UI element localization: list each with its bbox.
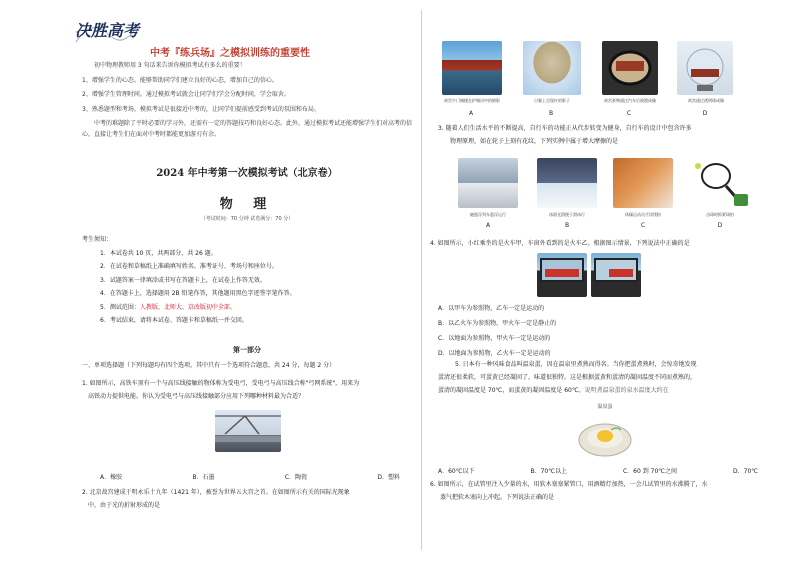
q1-line-2: 高铁动力提供电能。你认为受电弓与高压线接触部分应用下列哪种材料最为合适？ bbox=[88, 393, 305, 400]
q1-choices bbox=[100, 472, 400, 481]
part-one-heading: 第一部分 bbox=[233, 346, 261, 354]
exam-info: （考试时间：70 分钟 试卷满分：70 分） bbox=[200, 216, 294, 222]
q3-caption-b: 冰面光滑便于滑冰行 bbox=[549, 212, 585, 217]
question-4 bbox=[430, 237, 760, 250]
note-item: 1．本试卷共 10 页，共两部分，共 26 题。 bbox=[100, 249, 217, 257]
intro-point-3: 3、熟悉题型和考场。模拟考试是很接近中考的，让同学们提前感受到考试的氛围和布局。 bbox=[82, 105, 320, 113]
q2-caption-a: 故宫午门城楼在护城河中的倒影 bbox=[444, 98, 500, 103]
question-6 bbox=[430, 478, 760, 504]
q5-choice-d[interactable]: D．70℃ bbox=[733, 468, 758, 475]
q1-choice-c[interactable]: C．陶瓷 bbox=[284, 474, 308, 481]
q2-caption-c: 故宫景物通过汽车后视镜成像 bbox=[604, 98, 656, 103]
exam-title: 2024 年中考第一次模拟考试（北京卷） bbox=[156, 168, 338, 179]
note-5-highlight: 人教版、北师大、京改版初中全部。 bbox=[139, 303, 236, 311]
logo-text: 决胜高考 bbox=[75, 21, 140, 40]
intro-lead: 初中物理教师用 3 句话来告诉你模拟考试有多么的重要！ bbox=[94, 62, 246, 69]
onsen-egg-image bbox=[575, 410, 635, 460]
q4-option-a[interactable]: A．以甲车为参照物，乙车一定是运动的 bbox=[438, 305, 545, 312]
train-window-image-left bbox=[537, 253, 587, 297]
brand-logo bbox=[72, 14, 142, 46]
q5-choice-c[interactable]: C．60 到 70℃之间 bbox=[622, 468, 677, 475]
q4-option-c[interactable]: C．以地面为参照物，甲火车一定是运动的 bbox=[438, 335, 551, 342]
maglev-train-image bbox=[458, 158, 518, 208]
pantograph-image bbox=[215, 410, 281, 452]
sundial-image bbox=[523, 41, 581, 95]
q3-letter-c[interactable]: C bbox=[640, 222, 646, 229]
q2-letter-d[interactable]: D bbox=[702, 110, 708, 117]
note-item-5 bbox=[82, 301, 412, 315]
intro-point-2: 2、增强学生管理时间。通过模拟考试就会让同学们学会分配时间，学会取舍。 bbox=[82, 91, 290, 98]
q2-letter-c[interactable]: C bbox=[626, 110, 632, 117]
q1-choice-a[interactable]: A．橡胶 bbox=[100, 474, 123, 481]
column-divider bbox=[421, 10, 422, 550]
q3-caption-d: 击球时抓紧球拍 bbox=[706, 212, 734, 217]
q1-choice-d[interactable]: D．塑料 bbox=[377, 474, 400, 481]
train-window-image-right bbox=[591, 253, 641, 297]
candidate-notes bbox=[82, 233, 412, 328]
forbidden-city-reflection-image bbox=[442, 41, 502, 95]
q5-choices bbox=[438, 466, 758, 475]
q3-caption-a: 磁悬浮列车悬浮运行 bbox=[470, 212, 506, 217]
note-item: 2．在试卷和草稿纸上准确填写姓名、准考证号、考场号和座位号。 bbox=[100, 263, 278, 270]
intro-point-1: 1、增强学生的心态。能够帮助同学们建立良好的心态，增加自己的信心。 bbox=[82, 76, 278, 84]
q2-line-2: 中，由于光的折射形成的是 bbox=[88, 502, 161, 509]
note-5-prefix: 5．测试范围： bbox=[100, 303, 140, 311]
subject-title: 物 理 bbox=[219, 197, 275, 212]
banner-title: 中考『练兵场』之模拟训练的重要性 bbox=[150, 48, 310, 59]
onsen-egg-label: 温泉蛋 bbox=[597, 404, 613, 410]
section-one-intro: 一、单项选择题（下列每题均有四个选项，其中只有一个选项符合题意，共 24 分，每题 2 分） bbox=[82, 362, 336, 369]
q1-choice-b[interactable]: B．石墨 bbox=[192, 474, 215, 481]
q4-option-d[interactable]: D．以地面为参照物，乙火车一定是运动的 bbox=[438, 350, 551, 357]
question-1 bbox=[82, 377, 412, 403]
q4-options bbox=[438, 301, 768, 361]
q5-line-3-gray: 说明煮温泉蛋的泉水温度大约在 bbox=[584, 387, 669, 394]
ice-skater-image bbox=[537, 158, 597, 208]
q2-caption-d: 故宫通过透明球成像 bbox=[688, 98, 724, 103]
q4-option-b[interactable]: B．以乙火车为参照物，甲火车一定是静止的 bbox=[438, 320, 557, 327]
q3-letter-a[interactable]: A bbox=[485, 222, 491, 229]
note-item: 4．在答题卡上，选择题用 2B 铅笔作答，其他题用黑色字迹签字笔作答。 bbox=[100, 290, 296, 297]
q5-choice-a[interactable]: A．60℃以下 bbox=[438, 468, 475, 475]
q5-line-1: 5. 日本有一种风味食品叫温泉蛋，因在温泉里煮熟而得名。当你把蛋煮熟时，会惊奇地发现 bbox=[455, 361, 697, 368]
q2-letter-b[interactable]: B bbox=[548, 110, 554, 117]
gymnast-chalk-image bbox=[613, 158, 673, 208]
q5-choice-b[interactable]: B．70℃以上 bbox=[530, 468, 567, 475]
q2-letter-a[interactable]: A bbox=[468, 110, 474, 117]
note-item: 3．试题答案一律填涂或书写在答题卡上，在试卷上作答无效。 bbox=[100, 276, 266, 284]
q3-caption-c: 体操运动员手涂镁粉 bbox=[625, 212, 661, 217]
q5-line-2: 蛋清还很柔软，可蛋黄已经凝固了，味道很独特。这是根据蛋黄和蛋清的凝固温度不同而煮熟的， bbox=[438, 374, 697, 381]
logo-brush-icon bbox=[72, 14, 142, 46]
q2-caption-b: 日晷上呈现针的影子 bbox=[534, 98, 570, 103]
intro-block bbox=[82, 61, 412, 144]
note-item: 6．考试结束，请将本试卷、答题卡和草稿纸一并交回。 bbox=[100, 317, 248, 324]
q5-line-3-main: 蛋清的凝固温度是 70℃，而蛋黄的凝固温度是 60℃。 bbox=[438, 387, 585, 394]
q3-letter-d[interactable]: D bbox=[717, 222, 723, 229]
question-3 bbox=[438, 122, 768, 148]
q2-line-1: 2. 北京故宫建成于明永乐十九年（1421 年），被誉为世界五大宫之首。在如图所示有关的国际光现象 bbox=[82, 489, 350, 496]
tennis-racket-image bbox=[690, 158, 750, 208]
q5-line-3 bbox=[438, 384, 775, 397]
q6-line-2: 蒸气把软木塞向上冲起。下列说法正确的是 bbox=[440, 494, 555, 501]
question-5 bbox=[438, 358, 775, 397]
crystal-ball-image bbox=[677, 41, 733, 95]
car-mirror-image bbox=[602, 41, 658, 95]
q3-letter-b[interactable]: B bbox=[564, 222, 570, 229]
question-2 bbox=[82, 486, 412, 512]
notes-heading: 考生须知： bbox=[82, 236, 113, 243]
intro-closing: 中考的难题除了平时必要的学习外，还需有一定的答题技巧和良好心态。此外，通过模拟考试还能增强学生们对高考的信心，直接让考生们在面对中考时都能更加游刃有余。 bbox=[82, 120, 413, 138]
q1-line-1: 1. 如图所示，高铁车顶有一个与高压线接触的物体称为受电弓，受电弓与高压线合称"弓网系统"，用来为 bbox=[82, 380, 360, 387]
q6-line-1: 6. 如图所示，在试管里注入少量的水，用软木塞塞紧管口，用酒精灯加热，一会儿试管里的水沸腾了，水 bbox=[430, 481, 708, 488]
q3-line-2: 物理原理，如在轮子上刻有花纹，下列实例中属于增大摩擦的是 bbox=[450, 138, 619, 145]
q4-line: 4. 如图所示，小红乘坐的是火车甲，车窗外看到的是火车乙。根据图示情景，下列说法中正确的是 bbox=[430, 240, 690, 247]
q3-line-1: 3. 随着人们生活水平的不断提高，自行车的功能正从代步转变为健身，自行车的设计中包含许多 bbox=[438, 125, 692, 132]
